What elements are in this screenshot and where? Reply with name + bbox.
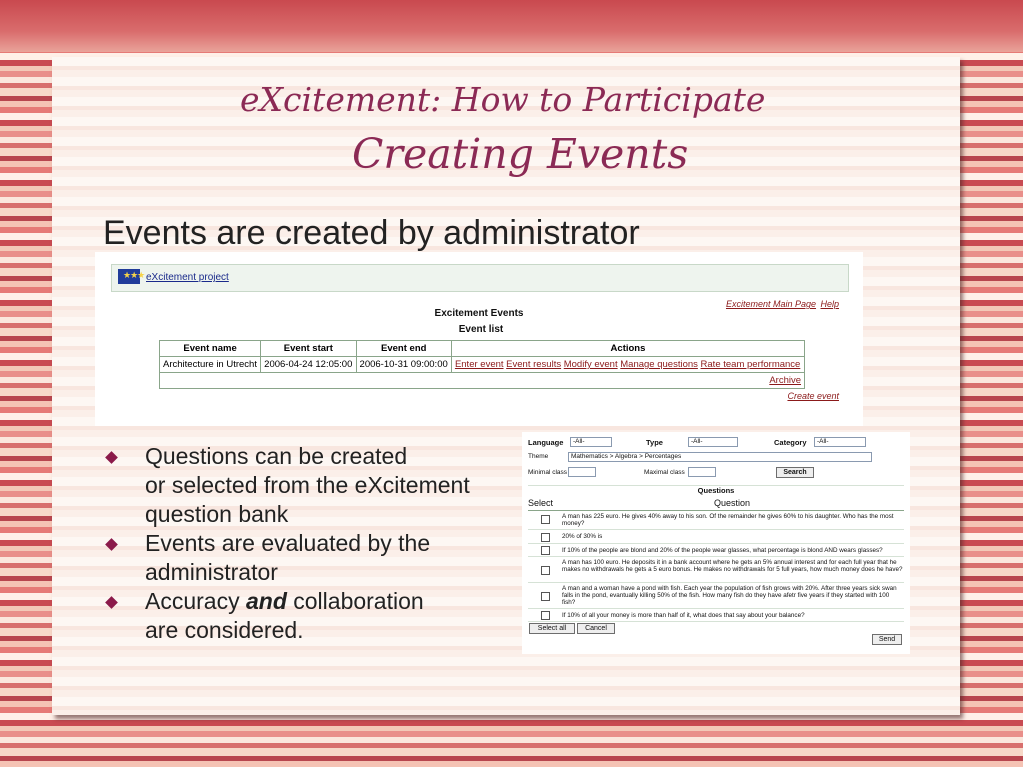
events-table <box>159 340 805 389</box>
question-checkbox[interactable] <box>541 611 550 620</box>
table-row: If 10% of the people are blond and 20% of the people wear glasses, what percentage is blond AND wears glasses? <box>528 544 904 557</box>
project-link[interactable]: eXcitement project <box>146 272 229 283</box>
language-label: Language <box>528 438 564 447</box>
select-all-button[interactable]: Select all <box>529 623 575 634</box>
theme-select[interactable]: Mathematics > Algebra > Percentages <box>568 452 872 462</box>
col-event-name: Event name <box>160 341 261 357</box>
create-event-link[interactable]: Create event <box>787 391 839 401</box>
select-column-header: Select <box>528 498 554 508</box>
col-actions: Actions <box>451 341 804 357</box>
col-event-start: Event start <box>261 341 356 357</box>
send-button[interactable]: Send <box>872 634 902 645</box>
table-row: A man and a woman have a pond with fish. Each year the population of fish grows with 20%. After three years sick swan falls in the pond, evantually killing 50% of the fish. How many fish do they have afetr five years if they started with 100 fish? <box>528 583 904 609</box>
category-label: Category <box>774 438 807 447</box>
enter-event-link[interactable]: Enter event <box>454 359 504 370</box>
type-select[interactable]: -All- <box>688 437 738 447</box>
table-row: A man has 100 euro. He deposits it in a bank account where he gets an 5% annual interest and for each full year that he makes no withdrawals he gets a 5 euro bonus. He makes no withdrawals for 5 full years, how much money does he have? <box>528 557 904 583</box>
main-page-link[interactable]: Excitement Main Page <box>725 299 817 309</box>
slide-title: eXcitement: How to Participate <box>240 80 766 119</box>
rate-team-performance-link[interactable]: Rate team performance <box>700 359 801 370</box>
help-link[interactable]: Help <box>820 299 839 309</box>
minimal-class-label: Minimal class <box>528 469 568 476</box>
maximal-class-label: Maximal class <box>644 469 685 476</box>
diamond-bullet-icon <box>105 451 118 464</box>
maximal-class-input[interactable] <box>688 467 716 477</box>
language-select[interactable]: -All- <box>570 437 612 447</box>
events-heading: Excitement Events <box>434 308 524 319</box>
table-row: If 10% of all your money is more than half of it, what does that say about your balance? <box>528 609 904 622</box>
question-bank-screenshot <box>522 432 910 654</box>
questions-title: Questions <box>528 485 904 495</box>
modify-event-link[interactable]: Modify event <box>563 359 618 370</box>
theme-label: Theme <box>528 453 549 460</box>
table-row: A man has 225 euro. He gives 40% away to his son. Of the remainder he gives 60% to his daughter. Who has the most money? <box>528 511 904 530</box>
question-checkbox[interactable] <box>541 546 550 555</box>
actions-cell <box>451 357 804 373</box>
question-checkbox[interactable] <box>541 515 550 524</box>
table-row <box>160 357 805 373</box>
col-event-end: Event end <box>356 341 451 357</box>
diamond-bullet-icon <box>105 538 118 551</box>
bullet-list <box>103 442 470 645</box>
slide-title-second-line: Creating Events <box>352 130 689 178</box>
category-select[interactable]: -All- <box>814 437 866 447</box>
slide-subtitle: Events are created by administrator <box>103 214 640 252</box>
question-checkbox[interactable] <box>541 533 550 542</box>
search-button[interactable]: Search <box>776 467 814 478</box>
event-results-link[interactable]: Event results <box>506 359 562 370</box>
cancel-button[interactable]: Cancel <box>577 623 615 634</box>
type-label: Type <box>646 438 663 447</box>
question-column-header: Question <box>713 498 751 508</box>
event-list-screenshot <box>95 252 863 426</box>
list-item: Events are evaluated by the administrator <box>103 529 470 587</box>
event-name-cell: Architecture in Utrecht <box>160 357 261 373</box>
top-stripe-band <box>0 0 1023 52</box>
list-item: Accuracy and collaboration are considered. <box>103 587 470 645</box>
question-checkbox[interactable] <box>541 566 550 575</box>
event-end-cell: 2006-10-31 09:00:00 <box>356 357 451 373</box>
question-checkbox[interactable] <box>541 592 550 601</box>
table-row: 20% of 30% is <box>528 530 904 544</box>
list-item: Questions can be created or selected from the eXcitement question bank <box>103 442 470 529</box>
eu-flag-icon: ★★★ <box>118 269 140 284</box>
event-list-heading: Event list <box>458 324 504 335</box>
minimal-class-input[interactable] <box>568 467 596 477</box>
diamond-bullet-icon <box>105 596 118 609</box>
archive-link[interactable]: Archive <box>769 375 801 386</box>
app-header <box>111 264 849 292</box>
event-start-cell: 2006-04-24 12:05:00 <box>261 357 356 373</box>
manage-questions-link[interactable]: Manage questions <box>620 359 698 370</box>
